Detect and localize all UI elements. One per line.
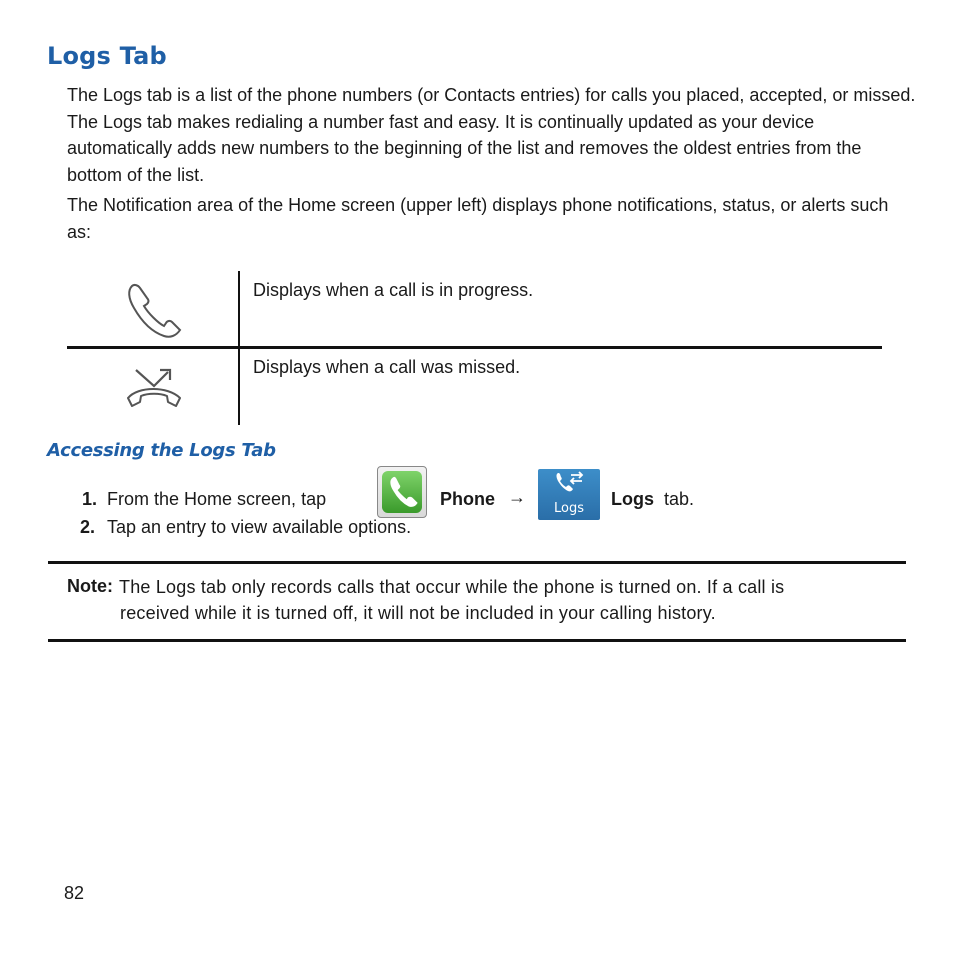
- logs-label: Logs: [611, 489, 654, 509]
- logs-tab-icon: [538, 469, 600, 520]
- table-divider-vertical-2: [238, 349, 240, 425]
- step-1-text: From the Home screen, tap: [107, 489, 327, 509]
- call-in-progress-icon: [124, 280, 184, 340]
- table-divider-horizontal: [67, 346, 882, 349]
- note-bottom-rule: [48, 639, 906, 642]
- intro-paragraph-2: The Notification area of the Home screen (upper left) displays phone notifications, status, or alerts such as:: [67, 195, 889, 242]
- step-1-number: 1.: [82, 489, 98, 509]
- notification-description-1: Displays when a call is in progress.: [253, 280, 534, 300]
- step-2-text: Tap an entry to view available options.: [107, 517, 412, 537]
- table-divider-vertical-1: [238, 271, 240, 347]
- note-text-line-2: received while it is turned off, it will not be included in your calling history.: [120, 603, 716, 623]
- page-number: 82: [64, 883, 85, 903]
- arrow-icon: →: [508, 487, 526, 507]
- phone-label: Phone: [440, 489, 496, 509]
- note-text-line-1: The Logs tab only records calls that occur while the phone is turned on. If a call is: [119, 577, 785, 597]
- intro-paragraph-1: The Logs tab is a list of the phone numbers (or Contacts entries) for calls you placed, accepted, or missed. The Logs tab makes redialing a number fast and easy. It is continually updated as your device automatically adds new numbers to the beginning of the list and removes the oldest entries from the bottom of the list.: [67, 85, 916, 185]
- section-subheading: Accessing the Logs Tab: [47, 440, 276, 461]
- missed-call-icon: [124, 362, 184, 422]
- step-2-number: 2.: [80, 517, 96, 537]
- note-label: Note:: [67, 576, 113, 596]
- phone-app-icon: [377, 466, 427, 518]
- page-title: Logs Tab: [47, 42, 167, 70]
- notification-description-2: Displays when a call was missed.: [253, 357, 521, 377]
- note-top-rule: [48, 561, 906, 564]
- step-1-text-after: tab.: [664, 489, 695, 509]
- logs-tab-icon-label: Logs: [554, 501, 584, 516]
